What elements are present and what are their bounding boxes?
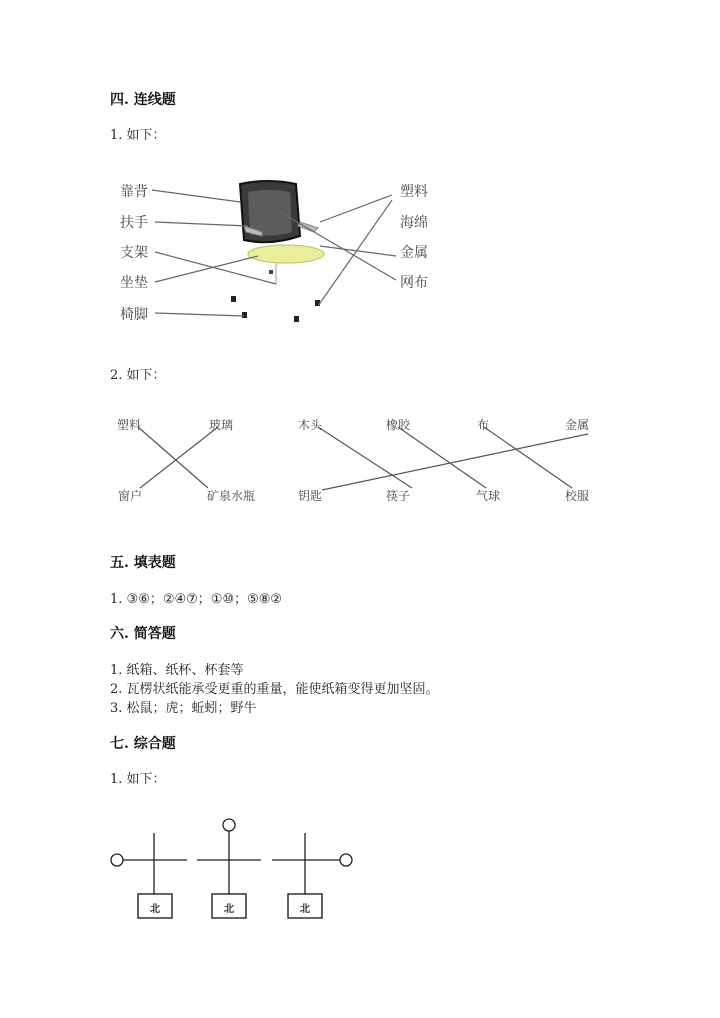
group-b-bottom-chopsticks: 筷子: [386, 489, 411, 503]
north-label-1: 北: [150, 904, 160, 915]
group-b-bottom-uniform: 校服: [565, 489, 590, 503]
material-mesh: 网布: [400, 275, 428, 291]
chair-part-backrest: 靠背: [120, 184, 148, 200]
north-label-2: 北: [224, 904, 234, 915]
section-4-title: 四. 连线题: [110, 92, 176, 108]
section-6-title: 六. 简答题: [110, 626, 176, 642]
section-6-answer-2: 2. 瓦楞状纸能承受更重的重量，能使纸箱变得更加坚固。: [110, 682, 439, 697]
group-b-top-wood: 木头: [298, 418, 323, 432]
section-4-q1-label: 1. 如下：: [110, 128, 166, 143]
section-6-answer-1: 1. 纸箱、纸杯、杯套等: [110, 663, 244, 678]
direction-diagram-3: [272, 833, 352, 918]
material-plastic: 塑料: [400, 184, 428, 200]
material-metal: 金属: [400, 245, 428, 261]
chair-part-cushion: 坐垫: [120, 275, 148, 291]
group-b-top-cloth: 布: [477, 418, 490, 432]
group-b-top-rubber: 橡胶: [386, 418, 411, 432]
chair-part-support: 支架: [120, 245, 148, 261]
chair-part-leg: 椅脚: [120, 307, 148, 323]
section-6-answer-3: 3. 松鼠；虎；蚯蚓；野牛: [110, 701, 257, 716]
group-b-top-metal: 金属: [565, 418, 590, 432]
section-7-title: 七. 综合题: [110, 736, 176, 752]
direction-diagram-1: [111, 833, 187, 918]
chair-part-armrest: 扶手: [120, 215, 148, 231]
section-5-title: 五. 填表题: [110, 555, 176, 571]
section-7-q1-label: 1. 如下：: [110, 772, 166, 787]
group-a-bottom-water-bottle: 矿泉水瓶: [207, 489, 256, 503]
group-a-top-glass: 玻璃: [209, 418, 234, 432]
group-a-bottom-window: 窗户: [118, 489, 143, 503]
section-5-answer: 1. ③⑥；②④⑦；①⑩；⑤⑧②: [110, 592, 283, 607]
group-b-bottom-balloon: 气球: [476, 489, 501, 503]
north-label-3: 北: [300, 904, 310, 915]
section-4-q2-label: 2. 如下：: [110, 368, 166, 383]
material-sponge: 海绵: [400, 215, 428, 231]
group-a-top-plastic: 塑料: [117, 418, 142, 432]
group-b-bottom-key: 钥匙: [298, 489, 323, 503]
